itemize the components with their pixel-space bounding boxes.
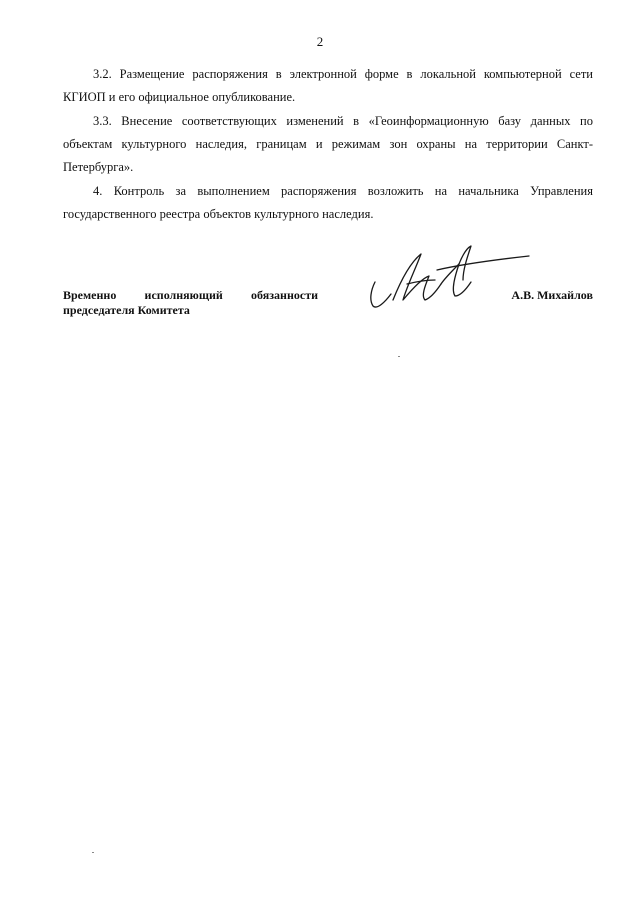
paragraph-3-3: 3.3. Внесение соответствующих изменений в «Геоинформационную базу данных по объектам культурного наследия, границам и режимам зон охраны на территории Санкт-Петербурга». xyxy=(63,114,593,174)
scan-speck xyxy=(398,356,400,357)
paragraph-4: 4. Контроль за выполнением распоряжения возложить на начальника Управления государственного реестра объектов культурного наследия. xyxy=(63,184,593,221)
handwritten-signature-icon xyxy=(363,240,533,320)
scan-speck xyxy=(92,852,94,853)
signer-position-line2: председателя Комитета xyxy=(63,303,190,317)
signature-block xyxy=(63,286,593,346)
signer-position xyxy=(63,288,318,318)
signer-name: А.В. Михайлов xyxy=(511,288,593,302)
document-body xyxy=(63,63,593,227)
signer-position-line1: Временно исполняющий обязанности xyxy=(63,288,318,302)
page-number: 2 xyxy=(316,34,324,49)
paragraph-3-2: 3.2. Размещение распоряжения в электронной форме в локальной компьютерной сети КГИОП и его официальное опубликование. xyxy=(63,67,593,104)
